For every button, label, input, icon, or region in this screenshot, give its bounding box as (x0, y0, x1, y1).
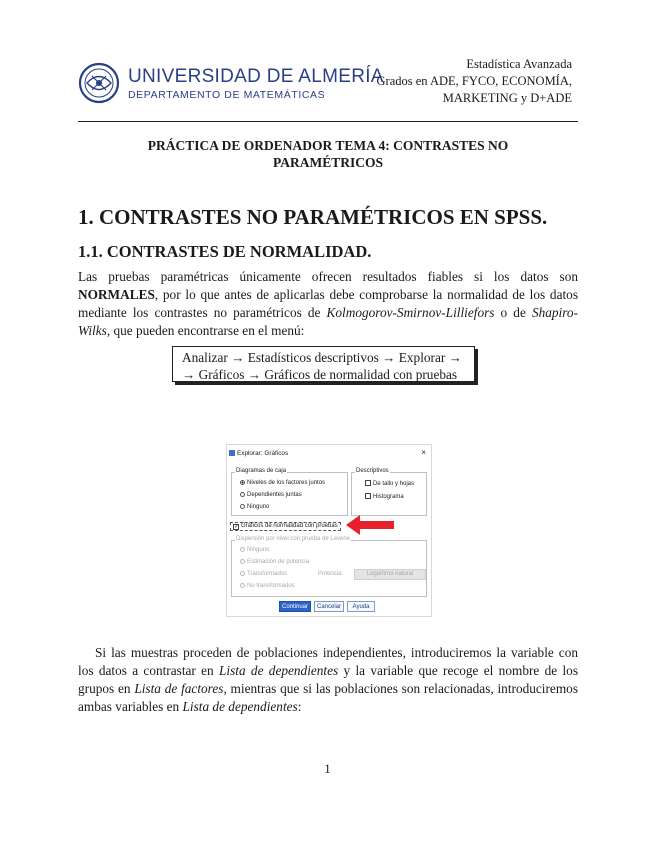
text-run: y la variable que recoge el nombre de los grupos en (78, 663, 578, 696)
list-name: Lista de dependientes (182, 699, 298, 714)
text-run: Si las muestras proceden de poblaciones independientes, introduciremos la variable con los datos a contrastar en (78, 645, 578, 678)
text-run: , que pueden encontrarse en el menú: (106, 323, 305, 338)
test-name: Kolmogorov-Smirnov-Lilliefors (326, 305, 495, 320)
university-logo (78, 62, 384, 104)
test-name: Shapiro-Wilks (78, 305, 578, 338)
subsection-heading: 1.1. CONTRASTES DE NORMALIDAD. (78, 242, 372, 261)
section-heading: 1. CONTRASTES NO PARAMÉTRICOS EN SPSS. (78, 205, 548, 229)
menu-path-line: → Gráficos → Gráficos de normalidad con pruebas (182, 367, 458, 382)
text-run: Las pruebas paramétricas únicamente ofrecen resultados fiables si los datos son (78, 269, 578, 284)
radio-option[interactable]: Niveles de los factores juntos (240, 480, 325, 486)
text-run: : (297, 699, 302, 714)
checkbox-icon (365, 493, 371, 499)
bold-term: NORMALES (78, 287, 155, 302)
red-arrow-icon (346, 515, 394, 535)
university-name: UNIVERSIDAD DE ALMERÍA (128, 66, 384, 87)
checkbox-option[interactable]: Histograma (365, 493, 404, 500)
list-name: Lista de dependientes (219, 663, 339, 678)
practice-title-line: PARAMÉTRICOS (272, 155, 383, 170)
radio-option[interactable]: Ninguno (240, 504, 269, 510)
course-line: Estadística Avanzada (466, 57, 572, 71)
descriptive-group (351, 468, 427, 516)
radio-option[interactable]: No transformados (240, 583, 295, 589)
radio-option[interactable]: Ninguno (240, 547, 269, 553)
dialog-title: Explorar: Gráficos (237, 450, 289, 457)
group-label: Dispersión por nivel con prueba de Levene (236, 536, 351, 542)
radio-icon (240, 583, 245, 588)
intro-paragraph (78, 268, 578, 340)
close-icon[interactable]: × (421, 448, 426, 457)
checkbox-option[interactable]: De tallo y hojas (365, 480, 414, 487)
spread-level-group (231, 536, 427, 597)
practice-title (78, 137, 578, 171)
checkbox-icon (365, 480, 371, 486)
header-divider (78, 121, 578, 122)
radio-icon (240, 559, 245, 564)
continue-button[interactable]: Continuar (279, 601, 311, 612)
radio-icon (240, 504, 245, 509)
course-line: MARKETING y D+ADE (442, 91, 572, 105)
text-run: o de (494, 305, 532, 320)
text-run: , mientras que si las poblaciones son relacionadas, introduciremos ambas variables en (78, 681, 578, 714)
text-run: , por lo que antes de aplicarlas debe comprobarse la normalidad de los datos mediante los contrastes no paramétricos de (78, 287, 578, 320)
list-name: Lista de factores (134, 681, 224, 696)
radio-selected-icon (240, 480, 245, 485)
radio-icon (240, 492, 245, 497)
radio-option[interactable]: Dependientes juntas (240, 492, 302, 498)
menu-path-box (172, 346, 475, 382)
course-info (377, 56, 572, 107)
page-number: 1 (324, 761, 331, 776)
normality-plots-checkbox[interactable]: ✓ Gráficos de normalidad con pruebas (230, 522, 341, 531)
menu-path-line: Analizar → Estadísticos descriptivos → Explorar → (182, 350, 462, 365)
department-name: DEPARTAMENTO DE MATEMÁTICAS (128, 89, 326, 101)
practice-title-line: PRÁCTICA DE ORDENADOR TEMA 4: CONTRASTES NO (147, 138, 509, 153)
power-dropdown[interactable]: Logaritmo natural (354, 569, 426, 580)
radio-option[interactable]: Transformados (240, 571, 287, 577)
university-seal-icon (78, 62, 120, 104)
group-label: Descriptivos (356, 468, 389, 474)
boxplots-group (231, 468, 348, 516)
power-label: Potencia: (318, 571, 344, 577)
explore-plots-dialog (226, 444, 432, 617)
cancel-button[interactable]: Cancelar (314, 601, 344, 612)
radio-option[interactable]: Estimación de potencia (240, 559, 309, 565)
course-line: Grados en ADE, FYCO, ECONOMÍA, (376, 74, 572, 88)
group-label: Diagramas de caja (236, 468, 287, 474)
radio-icon (240, 571, 245, 576)
radio-icon (240, 547, 245, 552)
second-paragraph (78, 644, 578, 716)
help-button[interactable]: Ayuda (347, 601, 375, 612)
spss-window-icon (229, 450, 235, 456)
checkbox-checked-icon: ✓ (234, 524, 240, 530)
